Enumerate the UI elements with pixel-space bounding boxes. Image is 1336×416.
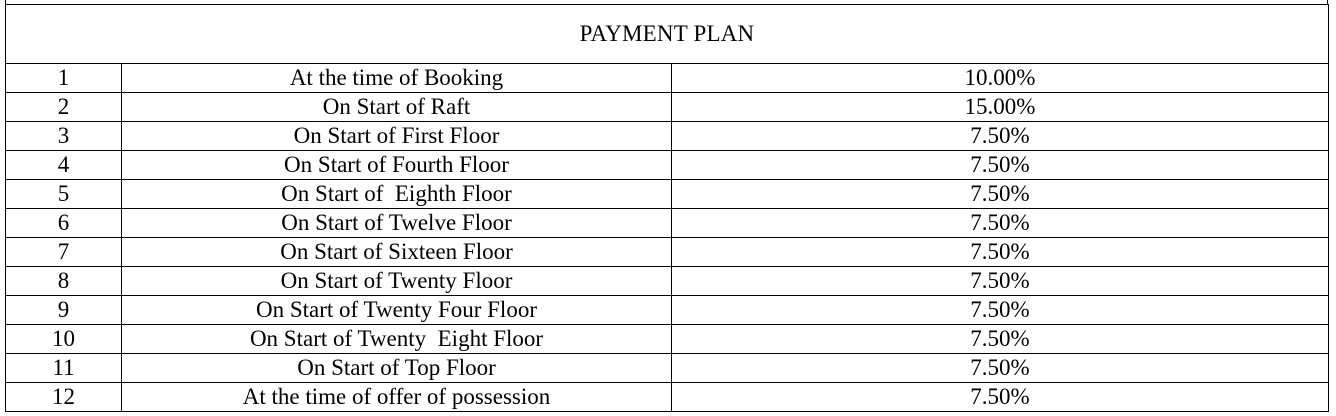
payment-stage-cell: On Start of Top Floor [122, 354, 672, 383]
installment-number-cell: 4 [6, 151, 122, 180]
title-row [6, 5, 1329, 64]
table-row [6, 383, 1329, 412]
table-row [6, 354, 1329, 383]
payment-stage-cell: On Start of Fourth Floor [122, 151, 672, 180]
payment-percent-cell: 7.50% [672, 238, 1329, 267]
table-row [6, 64, 1329, 93]
payment-percent-cell: 7.50% [672, 325, 1329, 354]
payment-stage-cell: On Start of Twelve Floor [122, 209, 672, 238]
installment-number-cell: 12 [6, 383, 122, 412]
installment-number-cell: 6 [6, 209, 122, 238]
payment-percent-cell: 7.50% [672, 296, 1329, 325]
payment-stage-cell: On Start of Twenty Floor [122, 267, 672, 296]
payment-percent-cell: 7.50% [672, 354, 1329, 383]
payment-plan-table [5, 4, 1329, 412]
table-row [6, 209, 1329, 238]
installment-number-cell: 9 [6, 296, 122, 325]
payment-stage-cell: On Start of Raft [122, 93, 672, 122]
table-row [6, 325, 1329, 354]
payment-percent-cell: 7.50% [672, 180, 1329, 209]
payment-plan-body [6, 5, 1329, 412]
payment-percent-cell: 7.50% [672, 209, 1329, 238]
table-row [6, 296, 1329, 325]
installment-number-cell: 10 [6, 325, 122, 354]
table-row [6, 122, 1329, 151]
table-row [6, 93, 1329, 122]
installment-number-cell: 3 [6, 122, 122, 151]
payment-stage-cell: On Start of Twenty Eight Floor [122, 325, 672, 354]
payment-stage-cell: On Start of Sixteen Floor [122, 238, 672, 267]
payment-stage-cell: At the time of Booking [122, 64, 672, 93]
table-row [6, 267, 1329, 296]
payment-percent-cell: 10.00% [672, 64, 1329, 93]
payment-percent-cell: 15.00% [672, 93, 1329, 122]
table-row [6, 180, 1329, 209]
installment-number-cell: 11 [6, 354, 122, 383]
installment-number-cell: 5 [6, 180, 122, 209]
installment-number-cell: 1 [6, 64, 122, 93]
installment-number-cell: 8 [6, 267, 122, 296]
payment-percent-cell: 7.50% [672, 383, 1329, 412]
table-row [6, 151, 1329, 180]
table-row [6, 238, 1329, 267]
payment-percent-cell: 7.50% [672, 122, 1329, 151]
installment-number-cell: 7 [6, 238, 122, 267]
payment-percent-cell: 7.50% [672, 267, 1329, 296]
payment-percent-cell: 7.50% [672, 151, 1329, 180]
payment-stage-cell: At the time of offer of possession [122, 383, 672, 412]
payment-stage-cell: On Start of Eighth Floor [122, 180, 672, 209]
payment-stage-cell: On Start of First Floor [122, 122, 672, 151]
table-title: PAYMENT PLAN [6, 5, 1329, 64]
payment-stage-cell: On Start of Twenty Four Floor [122, 296, 672, 325]
installment-number-cell: 2 [6, 93, 122, 122]
